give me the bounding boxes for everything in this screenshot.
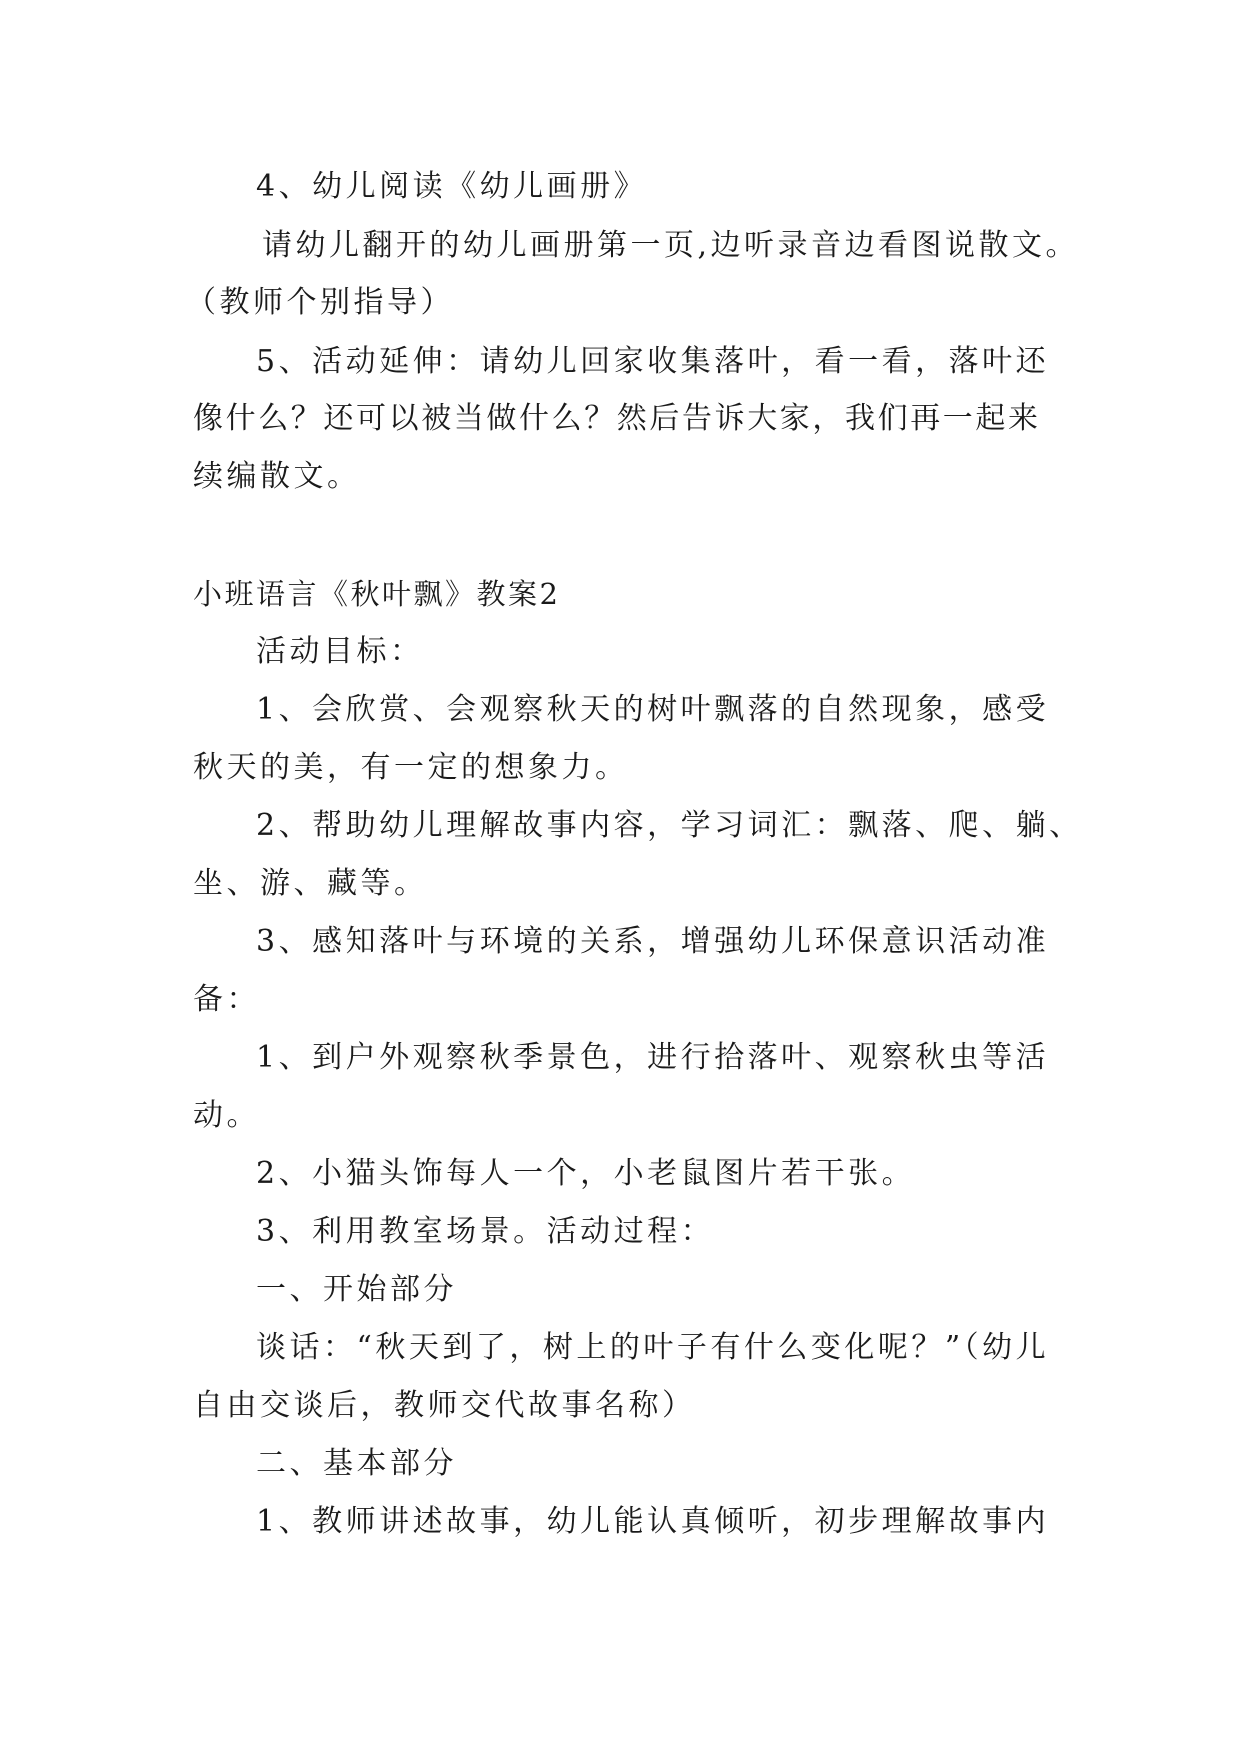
paragraph-line: 2、小猫头饰每人一个，小老鼠图片若干张。	[256, 1156, 916, 1191]
paragraph-line: 二、基本部分	[256, 1446, 457, 1481]
paragraph-line: 一、开始部分	[256, 1272, 457, 1307]
paragraph-line: 坐、游、藏等。	[193, 866, 428, 901]
paragraph-line: 活动目标：	[256, 634, 424, 669]
paragraph-line: 3、利用教室场景。活动过程：	[256, 1214, 715, 1249]
paragraph-line: 像什么？还可以被当做什么？然后告诉大家，我们再一起来	[193, 401, 1041, 436]
paragraph-line: 自由交谈后，教师交代故事名称）	[193, 1388, 696, 1423]
paragraph-line: 1、到户外观察秋季景色，进行拾落叶、观察秋虫等活	[256, 1040, 1050, 1075]
paragraph-line: 谈话：“秋天到了，树上的叶子有什么变化呢？”（幼儿	[256, 1330, 1050, 1365]
paragraph-line: 请幼儿翻开的幼儿画册第一页,边听录音边看图说散文。	[262, 228, 1080, 263]
section-heading: 小班语言《秋叶飘》教案2	[193, 577, 561, 611]
paragraph-line: 续编散文。	[193, 459, 361, 494]
paragraph-line: 5、活动延伸：请幼儿回家收集落叶，看一看，落叶还	[256, 344, 1050, 379]
paragraph-line: 秋天的美，有一定的想象力。	[193, 750, 629, 785]
paragraph-line: 备：	[193, 982, 260, 1017]
paragraph-line: 1、教师讲述故事，幼儿能认真倾听，初步理解故事内	[256, 1504, 1050, 1539]
paragraph-line: 动。	[193, 1098, 260, 1133]
paragraph-line: 3、感知落叶与环境的关系，增强幼儿环保意识活动准	[256, 924, 1050, 959]
paragraph-line: 4、幼儿阅读《幼儿画册》	[256, 169, 648, 204]
paragraph-line: 2、帮助幼儿理解故事内容，学习词汇：飘落、爬、躺、	[256, 808, 1083, 843]
paragraph-line: 1、会欣赏、会观察秋天的树叶飘落的自然现象，感受	[256, 692, 1050, 727]
paragraph-line: （教师个别指导）	[186, 285, 454, 320]
